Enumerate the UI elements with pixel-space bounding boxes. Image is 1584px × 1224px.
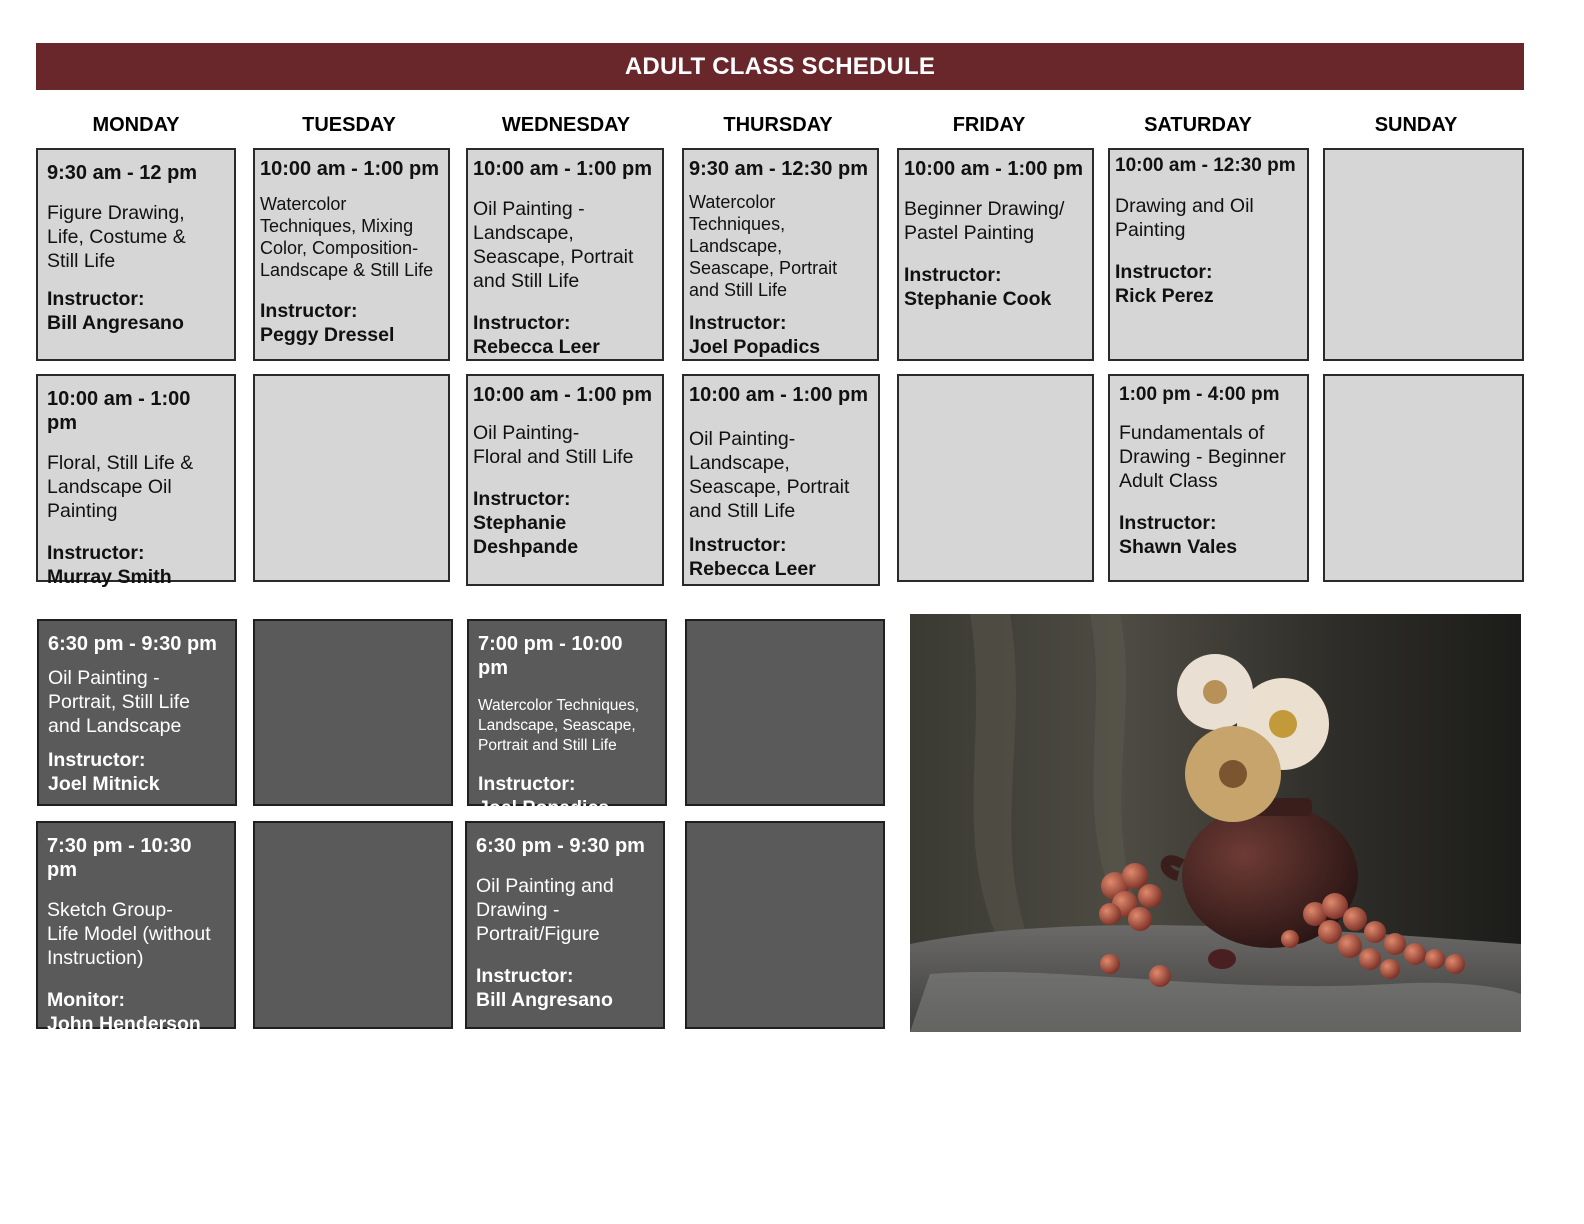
class-time: 9:30 am - 12:30 pm xyxy=(689,158,868,180)
instructor-label: Instructor: xyxy=(476,965,574,987)
instructor-name: Bill Angresano xyxy=(476,989,613,1011)
instructor-label: Instructor: xyxy=(689,312,787,334)
class-thursday-morning[interactable] xyxy=(682,148,879,361)
class-friday-empty-slot xyxy=(897,374,1094,582)
instructor-label: Instructor: xyxy=(1115,261,1213,283)
instructor-name: Peggy Dressel xyxy=(260,324,395,346)
class-sunday-empty-slot xyxy=(1323,148,1524,361)
class-title: Watercolor Techniques, Landscape, Seascape, Portrait and Still Life xyxy=(689,192,838,300)
instructor-label: Instructor: xyxy=(904,264,1002,286)
instructor-label: Instructor: xyxy=(689,534,787,556)
class-thursday-evening-empty-slot xyxy=(685,619,885,806)
class-title: Floral, Still Life & Landscape Oil Painting xyxy=(47,452,194,522)
class-wednesday-morning[interactable] xyxy=(466,148,664,361)
instructor-label: Instructor: xyxy=(1119,512,1217,534)
class-monday-morning[interactable] xyxy=(36,148,236,361)
class-title: Fundamentals of Drawing - Beginner Adult Class xyxy=(1119,422,1286,492)
day-header-saturday: SATURDAY xyxy=(1144,114,1252,136)
class-time: 7:30 pm - 10:30 pm xyxy=(47,835,192,881)
class-title: Oil Painting - Landscape, Seascape, Portrait and Still Life xyxy=(473,198,634,292)
class-time: 9:30 am - 12 pm xyxy=(47,162,198,184)
class-sunday-empty-slot xyxy=(1323,374,1524,582)
class-tuesday-evening-empty-slot xyxy=(253,619,453,806)
class-monday-late-evening[interactable] xyxy=(36,821,236,1035)
instructor-name: Rebecca Leer xyxy=(689,558,816,580)
class-title: Drawing and Oil Painting xyxy=(1115,195,1254,241)
instructor-label: Instructor: xyxy=(473,312,571,334)
class-title: Watercolor Techniques, Landscape, Seascape, Portrait and Still Life xyxy=(478,697,640,754)
class-time: 10:00 am - 1:00 pm xyxy=(47,388,191,434)
class-time: 10:00 am - 1:00 pm xyxy=(689,384,868,406)
class-title: Oil Painting- Landscape, Seascape, Portrait and Still Life xyxy=(689,428,850,522)
instructor-name: Stephanie Cook xyxy=(904,288,1052,310)
class-saturday-afternoon[interactable] xyxy=(1108,374,1309,582)
instructor-label: Instructor: xyxy=(473,488,571,510)
class-time: 7:00 pm - 10:00 pm xyxy=(478,633,623,679)
class-tuesday-morning[interactable] xyxy=(253,148,450,361)
day-header-tuesday: TUESDAY xyxy=(302,114,396,136)
class-time: 10:00 am - 1:00 pm xyxy=(260,158,439,180)
instructor-name: Rick Perez xyxy=(1115,285,1214,307)
class-monday-evening[interactable] xyxy=(37,619,237,806)
instructor-label: Instructor: xyxy=(48,749,146,771)
class-title: Watercolor Techniques, Mixing Color, Composition- Landscape & Still Life xyxy=(260,194,434,280)
monitor-name: John Henderson xyxy=(47,1013,201,1035)
class-title: Beginner Drawing/ Pastel Painting xyxy=(904,198,1065,244)
class-wednesday-midday[interactable] xyxy=(466,374,664,586)
class-tuesday-empty-slot xyxy=(253,374,450,582)
day-header-monday: MONDAY xyxy=(92,114,180,136)
still-life-painting-image xyxy=(910,614,1521,1032)
class-title: Figure Drawing, Life, Costume & Still Life xyxy=(47,202,186,272)
class-time: 6:30 pm - 9:30 pm xyxy=(48,633,217,655)
class-wednesday-evening[interactable] xyxy=(467,619,667,819)
schedule-title: ADULT CLASS SCHEDULE xyxy=(624,52,936,80)
instructor-name: Shawn Vales xyxy=(1119,536,1238,558)
class-title: Oil Painting - Portrait, Still Life and Landscape xyxy=(48,667,190,737)
class-time: 6:30 pm - 9:30 pm xyxy=(476,835,645,857)
instructor-name: Stephanie Deshpande xyxy=(473,512,579,558)
day-header-friday: FRIDAY xyxy=(952,114,1026,136)
instructor-name: Rebecca Leer xyxy=(473,336,600,358)
instructor-label: Instructor: xyxy=(478,773,576,795)
class-monday-midday[interactable] xyxy=(36,374,236,588)
instructor-label: Instructor: xyxy=(47,542,145,564)
instructor-name: Joel Popadics xyxy=(478,797,610,819)
class-friday-morning[interactable] xyxy=(897,148,1094,361)
class-title: Oil Painting and Drawing - Portrait/Figure xyxy=(476,875,614,945)
class-time: 10:00 am - 1:00 pm xyxy=(904,158,1083,180)
class-saturday-morning[interactable] xyxy=(1108,148,1309,361)
instructor-name: Murray Smith xyxy=(47,566,172,588)
monitor-label: Monitor: xyxy=(47,989,125,1011)
class-time: 10:00 am - 1:00 pm xyxy=(473,158,652,180)
class-time: 10:00 am - 12:30 pm xyxy=(1115,155,1296,176)
class-title: Oil Painting- Floral and Still Life xyxy=(473,422,634,468)
class-wednesday-late-evening[interactable] xyxy=(465,821,665,1029)
day-header-wednesday: WEDNESDAY xyxy=(501,114,631,136)
schedule-title-banner xyxy=(36,43,1524,90)
class-title: Sketch Group- Life Model (without Instruction) xyxy=(47,899,211,969)
class-time: 1:00 pm - 4:00 pm xyxy=(1119,384,1280,405)
class-time: 10:00 am - 1:00 pm xyxy=(473,384,652,406)
instructor-name: Joel Mitnick xyxy=(48,773,160,795)
instructor-label: Instructor: xyxy=(47,288,145,310)
day-header-thursday: THURSDAY xyxy=(723,114,833,136)
instructor-label: Instructor: xyxy=(260,300,358,322)
instructor-name: Bill Angresano xyxy=(47,312,184,334)
instructor-name: Joel Popadics xyxy=(689,336,821,358)
still-life-painting-icon xyxy=(910,614,1521,1032)
class-thursday-midday[interactable] xyxy=(682,374,880,586)
class-tuesday-late-evening-empty-slot xyxy=(253,821,453,1029)
class-thursday-late-evening-empty-slot xyxy=(685,821,885,1029)
day-header-sunday: SUNDAY xyxy=(1374,114,1458,136)
